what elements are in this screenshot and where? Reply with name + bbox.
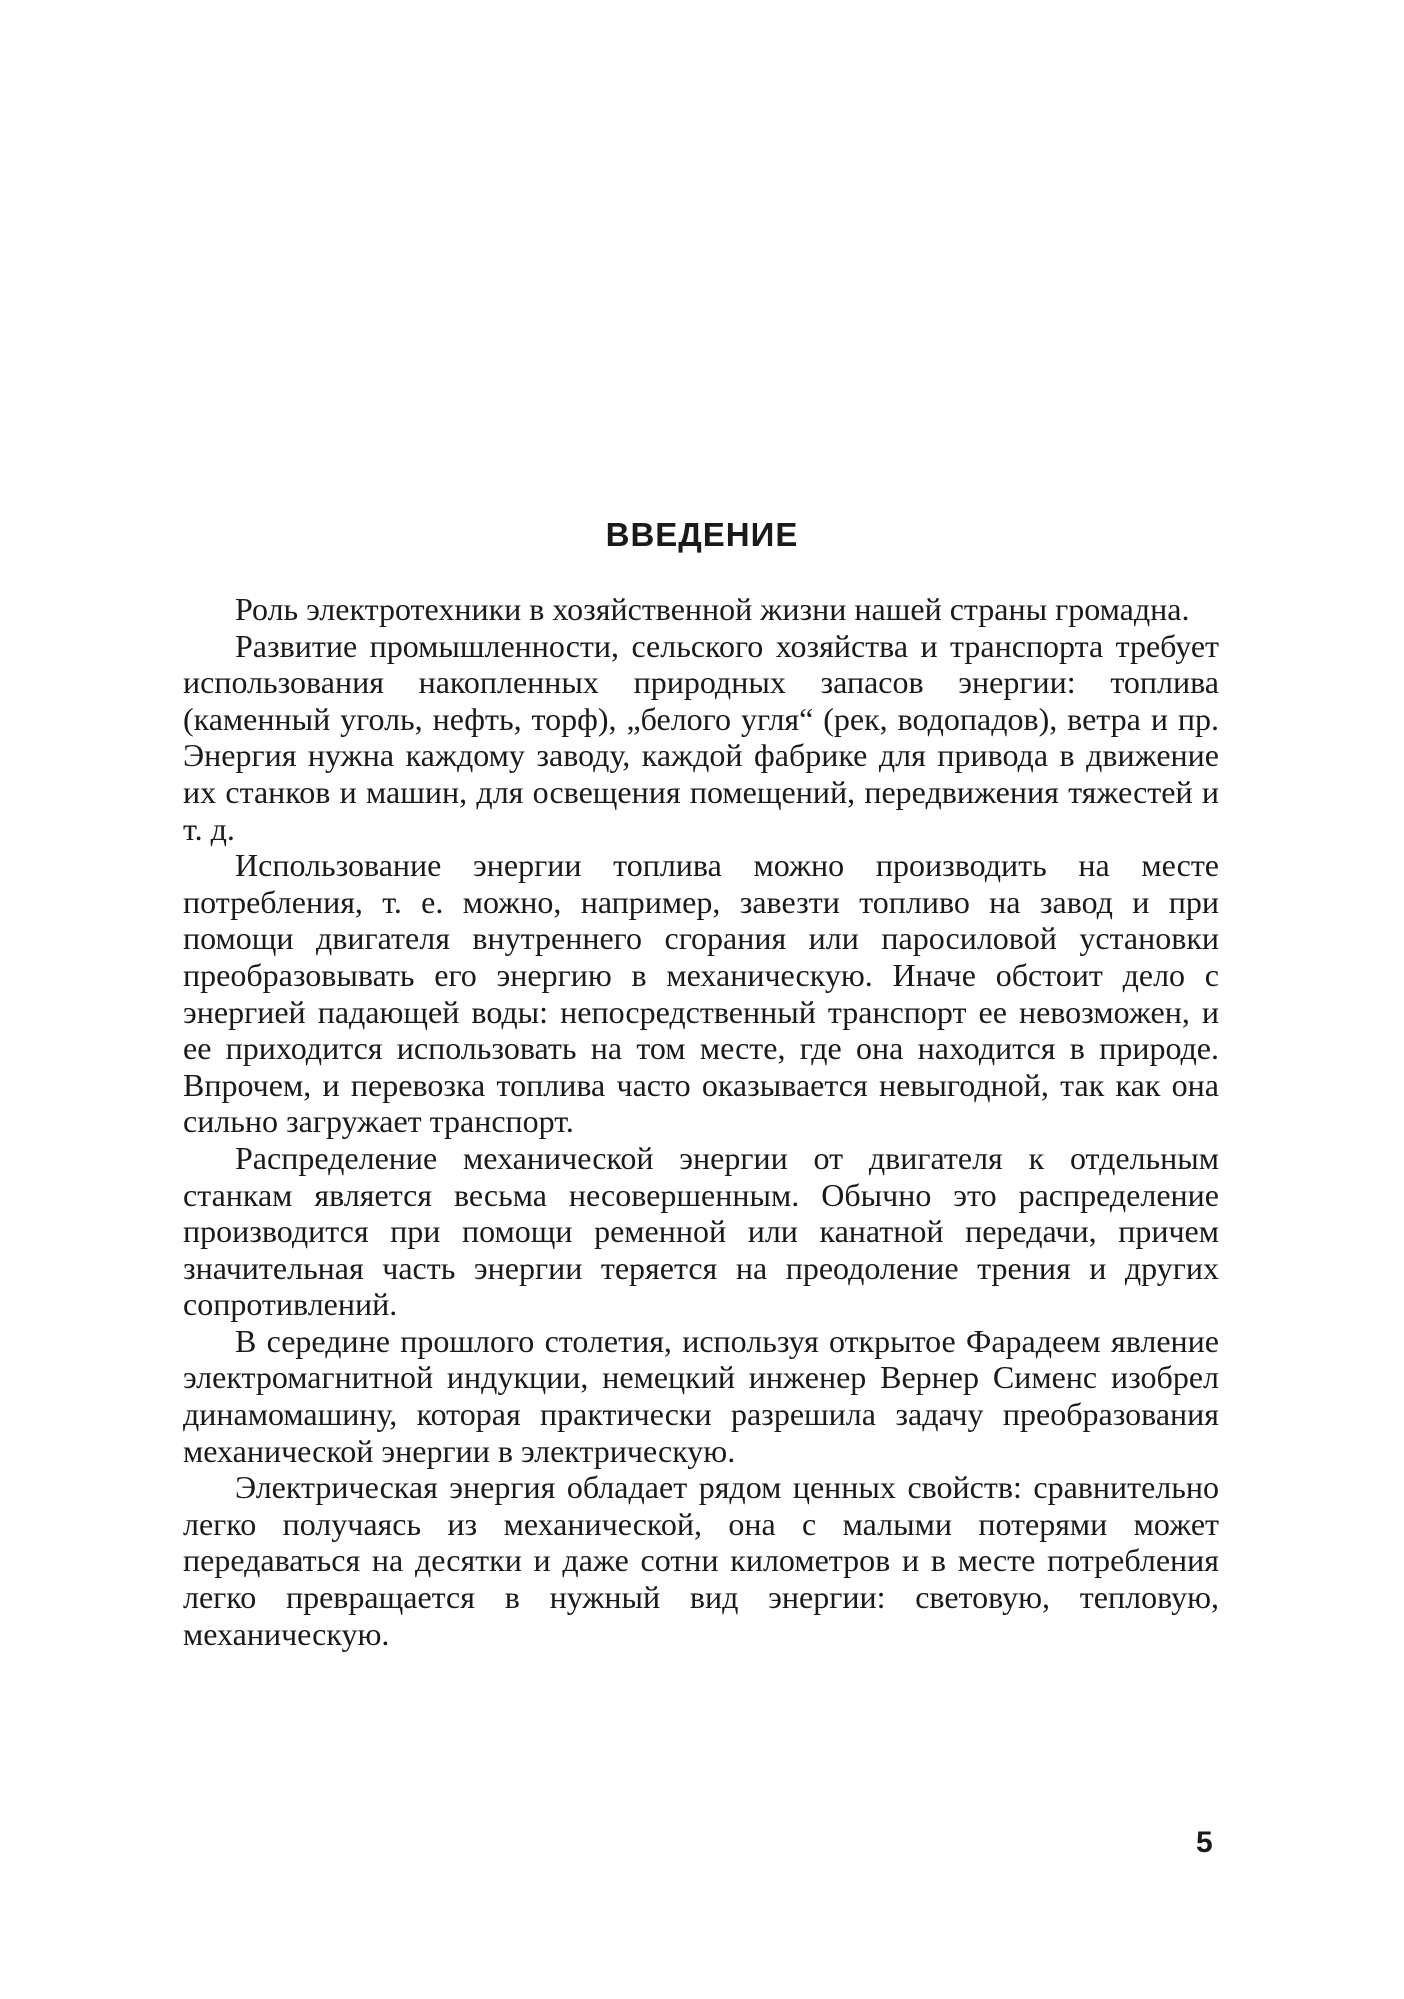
body-text [183,591,1219,1652]
paragraph: Электрическая энергия обладает рядом ценных свойств: сравнительно легко получаясь из механической, она с малыми потерями может передаваться на десятки и даже сотни километров и в месте потребления легко превращается в нужный вид энергии: световую, тепловую, механическую. [183,1469,1219,1652]
paragraph: Распределение механической энергии от двигателя к отдельным станкам является весьма несовершенным. Обычно это распределение производится при помощи ременной или канатной передачи, причем значительная часть энергии теряется на преодоление трения и других сопротивлений. [183,1139,1219,1323]
paragraph: Роль электротехники в хозяйственной жизни нашей страны громадна. [235,591,1190,627]
page-number: 5 [1196,1826,1213,1859]
paragraph: В середине прошлого столетия, используя открытое Фарадеем явление электромагнитной индукции, немецкий инженер Вернер Сименс изобрел динамомашину, которая практически разрешила задачу преобразования механической энергии в электрическую. [183,1322,1219,1469]
chapter-heading: ВВЕДЕНИЕ [605,516,799,553]
paragraph: Использование энергии топлива можно производить на месте потребления, т. е. можно, например, завезти топливо на завод и при помощи двигателя внутреннего сгорания или паросиловой установки преобразовывать его энергию в механическую. Иначе обстоит дело с энергией падающей воды: непосредственный транспорт ее невозможен, и ее приходится использовать на том месте, где она находится в природе. Впрочем, и перевозка топлива часто оказывается невыгодной, так как она сильно загружает транспорт. [183,847,1219,1140]
paragraph: Развитие промышленности, сельского хозяйства и транспорта требует использования накопленных природных запасов энергии: топлива (каменный уголь, нефть, торф), „белого угля“ (рек, водопадов), ветра и пр. Энергия нужна каждому заводу, каждой фабрике для привода в движение их станков и машин, для освещения помещений, передвижения тяжестей и т. д. [183,627,1219,847]
